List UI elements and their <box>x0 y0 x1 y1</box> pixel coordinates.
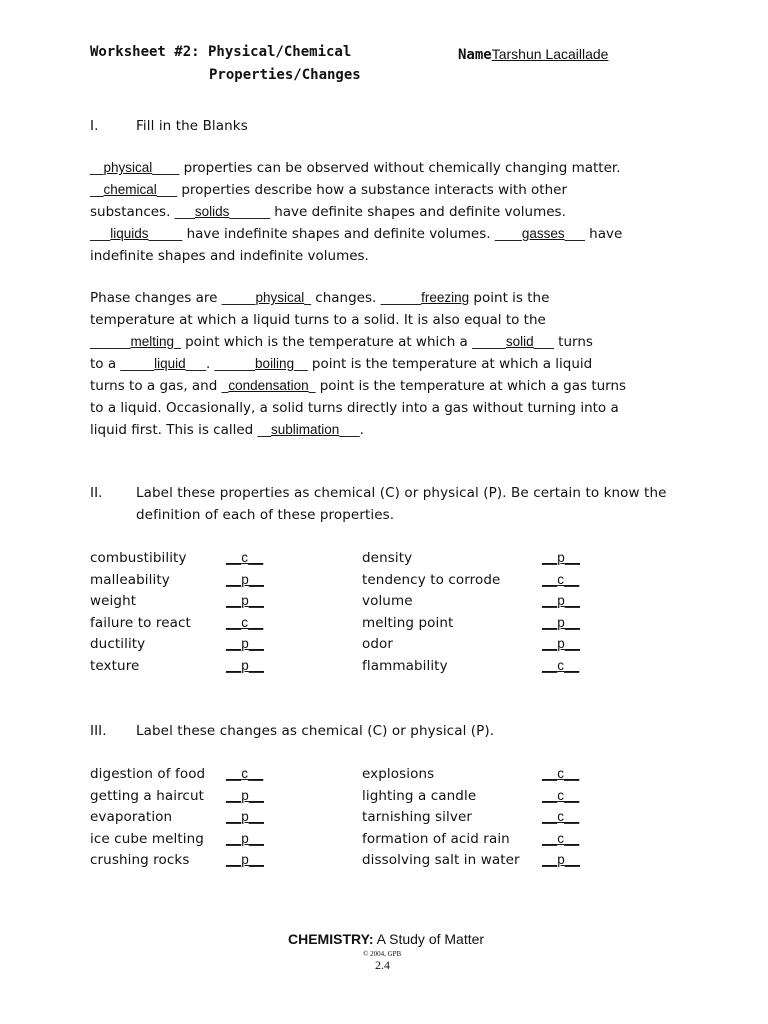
answer-blank: __c__ <box>542 657 580 673</box>
blank-answer: solids <box>194 204 230 219</box>
answer-value: p <box>557 550 565 565</box>
property-label: crushing rocks <box>90 852 190 868</box>
answer-value: c <box>557 657 565 673</box>
footer-brand <box>288 931 484 947</box>
section3-heading: Label these changes as chemical (C) or physical (P). <box>136 723 495 739</box>
line-text: Phase changes are _____ <box>90 290 256 306</box>
line-text: _____ have indefinite shapes and definite volumes. ____ <box>148 226 522 242</box>
section1-line <box>90 312 546 328</box>
answer-value: c <box>557 571 565 587</box>
line-text: _ changes. ______ <box>304 290 422 306</box>
answer-value: c <box>557 809 565 824</box>
section2-number: II. <box>90 485 103 501</box>
section1-line <box>90 378 626 394</box>
answer-value: p <box>557 614 565 630</box>
section1-line <box>90 290 549 306</box>
property-label: flammability <box>362 657 448 674</box>
answer-blank: __p__ <box>226 593 265 608</box>
name-value: Tarshun Lacaillade <box>491 46 609 62</box>
blank-answer: melting <box>130 334 175 349</box>
answer-blank: __p__ <box>226 636 265 651</box>
line-text: _ point which is the temperature at which a _____ <box>174 334 506 350</box>
answer-value: p <box>241 657 249 673</box>
section1-line <box>90 400 619 416</box>
line-text: ___ properties describe how a substance interacts with other <box>156 182 568 198</box>
answer-value: p <box>241 852 249 867</box>
footer-brand-rest: A Study of Matter <box>373 931 485 947</box>
footer-brand-bold: CHEMISTRY: <box>288 931 374 947</box>
answer-value: c <box>241 614 249 630</box>
property-label: ductility <box>90 636 146 652</box>
property-label: combustibility <box>90 550 187 566</box>
answer-value: c <box>241 766 249 781</box>
footer-copyright: © 2004, GPB <box>363 950 402 958</box>
section1-line <box>90 248 369 264</box>
line-text: substances. ___ <box>90 204 195 220</box>
blank-answer: freezing <box>421 290 470 305</box>
line-text: temperature at which a liquid turns to a solid. It is also equal to the <box>90 312 546 328</box>
section2-heading-line1: Label these properties as chemical (C) or physical (P). Be certain to know the <box>136 485 667 501</box>
answer-blank: __p__ <box>226 571 265 587</box>
section1-line <box>90 334 593 350</box>
blank-answer: boiling <box>255 356 295 371</box>
answer-blank: __p__ <box>226 657 265 673</box>
property-label: digestion of food <box>90 766 206 782</box>
answer-blank: __c__ <box>226 614 264 630</box>
property-label: evaporation <box>90 809 173 825</box>
property-label: getting a haircut <box>90 787 204 804</box>
property-label: failure to react <box>90 614 191 631</box>
section1-line <box>90 182 567 198</box>
line-text: to a _____ <box>90 356 155 372</box>
answer-value: p <box>241 787 249 803</box>
answer-value: p <box>241 636 249 651</box>
blank-answer: solid <box>505 334 534 349</box>
line-text: ___ turns <box>533 334 593 350</box>
property-label: tendency to corrode <box>362 571 501 588</box>
property-label: odor <box>362 636 394 652</box>
answer-blank: __p__ <box>226 852 265 867</box>
line-text: ____ properties can be observed without chemically changing matter. <box>152 160 621 176</box>
blank-answer: physical <box>103 160 153 175</box>
blank-answer: gasses <box>521 226 565 241</box>
property-label: dissolving salt in water <box>362 852 520 868</box>
line-text: __ point is the temperature at which a liquid <box>294 356 593 372</box>
line-text: __ <box>90 160 104 176</box>
line-text: ___. ______ <box>185 356 256 372</box>
answer-blank: __p__ <box>542 614 581 630</box>
blank-answer: liquids <box>110 226 149 241</box>
answer-value: p <box>557 593 565 608</box>
answer-blank: __p__ <box>226 809 265 824</box>
line-text: _ point is the temperature at which a gas turns <box>308 378 627 394</box>
section1-line <box>90 204 566 220</box>
answer-value: p <box>241 830 249 846</box>
answer-blank: __p__ <box>226 787 265 803</box>
answer-value: c <box>557 766 565 781</box>
property-label: explosions <box>362 766 435 782</box>
answer-blank: __p__ <box>542 593 581 608</box>
answer-blank: __c__ <box>542 787 580 803</box>
answer-value: c <box>557 830 565 846</box>
answer-blank: __p__ <box>542 550 581 565</box>
answer-value: p <box>241 571 249 587</box>
line-text: ______ have definite shapes and definite volumes. <box>229 204 566 220</box>
answer-blank: __c__ <box>542 830 580 846</box>
page-number: 2.4 <box>375 958 390 972</box>
section3-number: III. <box>90 723 107 739</box>
section1-heading: Fill in the Blanks <box>136 118 248 134</box>
property-label: formation of acid rain <box>362 830 510 847</box>
name-field <box>458 44 673 63</box>
section1-line <box>90 356 592 372</box>
property-label: tarnishing silver <box>362 809 473 825</box>
section1-line <box>90 160 621 176</box>
answer-blank: __p__ <box>542 852 581 867</box>
answer-value: p <box>557 852 565 867</box>
line-text: ___ have <box>564 226 623 242</box>
property-label: density <box>362 550 413 566</box>
line-text: to a liquid. Occasionally, a solid turns directly into a gas without turning into a <box>90 400 619 416</box>
line-text: point is the <box>469 290 550 306</box>
worksheet-title-line2: Properties/Changes <box>209 67 361 83</box>
worksheet-title-line1: Worksheet #2: Physical/Chemical <box>90 44 352 60</box>
answer-value: p <box>241 809 249 824</box>
answer-value: p <box>241 593 249 608</box>
section1-number: I. <box>90 118 99 134</box>
line-text: ______ <box>90 334 131 350</box>
answer-blank: __c__ <box>226 550 264 565</box>
answer-blank: __p__ <box>542 636 581 651</box>
answer-blank: __c__ <box>542 766 580 781</box>
property-label: ice cube melting <box>90 830 204 847</box>
line-text: liquid first. This is called __ <box>90 422 272 438</box>
property-label: texture <box>90 657 140 674</box>
line-text: indefinite shapes and indefinite volumes. <box>90 248 369 264</box>
answer-blank: __c__ <box>542 571 580 587</box>
blank-answer: physical <box>255 290 305 305</box>
answer-blank: __p__ <box>226 830 265 846</box>
answer-value: c <box>557 787 565 803</box>
property-label: volume <box>362 593 413 609</box>
blank-answer: condensation <box>228 378 309 393</box>
line-text: ___. <box>339 422 364 438</box>
answer-blank: __c__ <box>226 766 264 781</box>
section2-heading-line2: definition of each of these properties. <box>136 507 395 523</box>
property-label: melting point <box>362 614 454 631</box>
answer-value: c <box>241 550 249 565</box>
answer-blank: __c__ <box>542 809 580 824</box>
blank-answer: sublimation <box>271 422 340 437</box>
property-label: weight <box>90 593 137 609</box>
blank-answer: liquid <box>154 356 186 371</box>
line-text: ___ <box>90 226 111 242</box>
line-text: __ <box>90 182 104 198</box>
section1-line <box>90 422 364 438</box>
property-label: malleability <box>90 571 170 588</box>
blank-answer: chemical <box>103 182 157 197</box>
line-text: turns to a gas, and _ <box>90 378 229 394</box>
section1-line <box>90 226 622 242</box>
property-label: lighting a candle <box>362 787 477 804</box>
name-label: Name <box>458 47 492 63</box>
answer-value: p <box>557 636 565 651</box>
